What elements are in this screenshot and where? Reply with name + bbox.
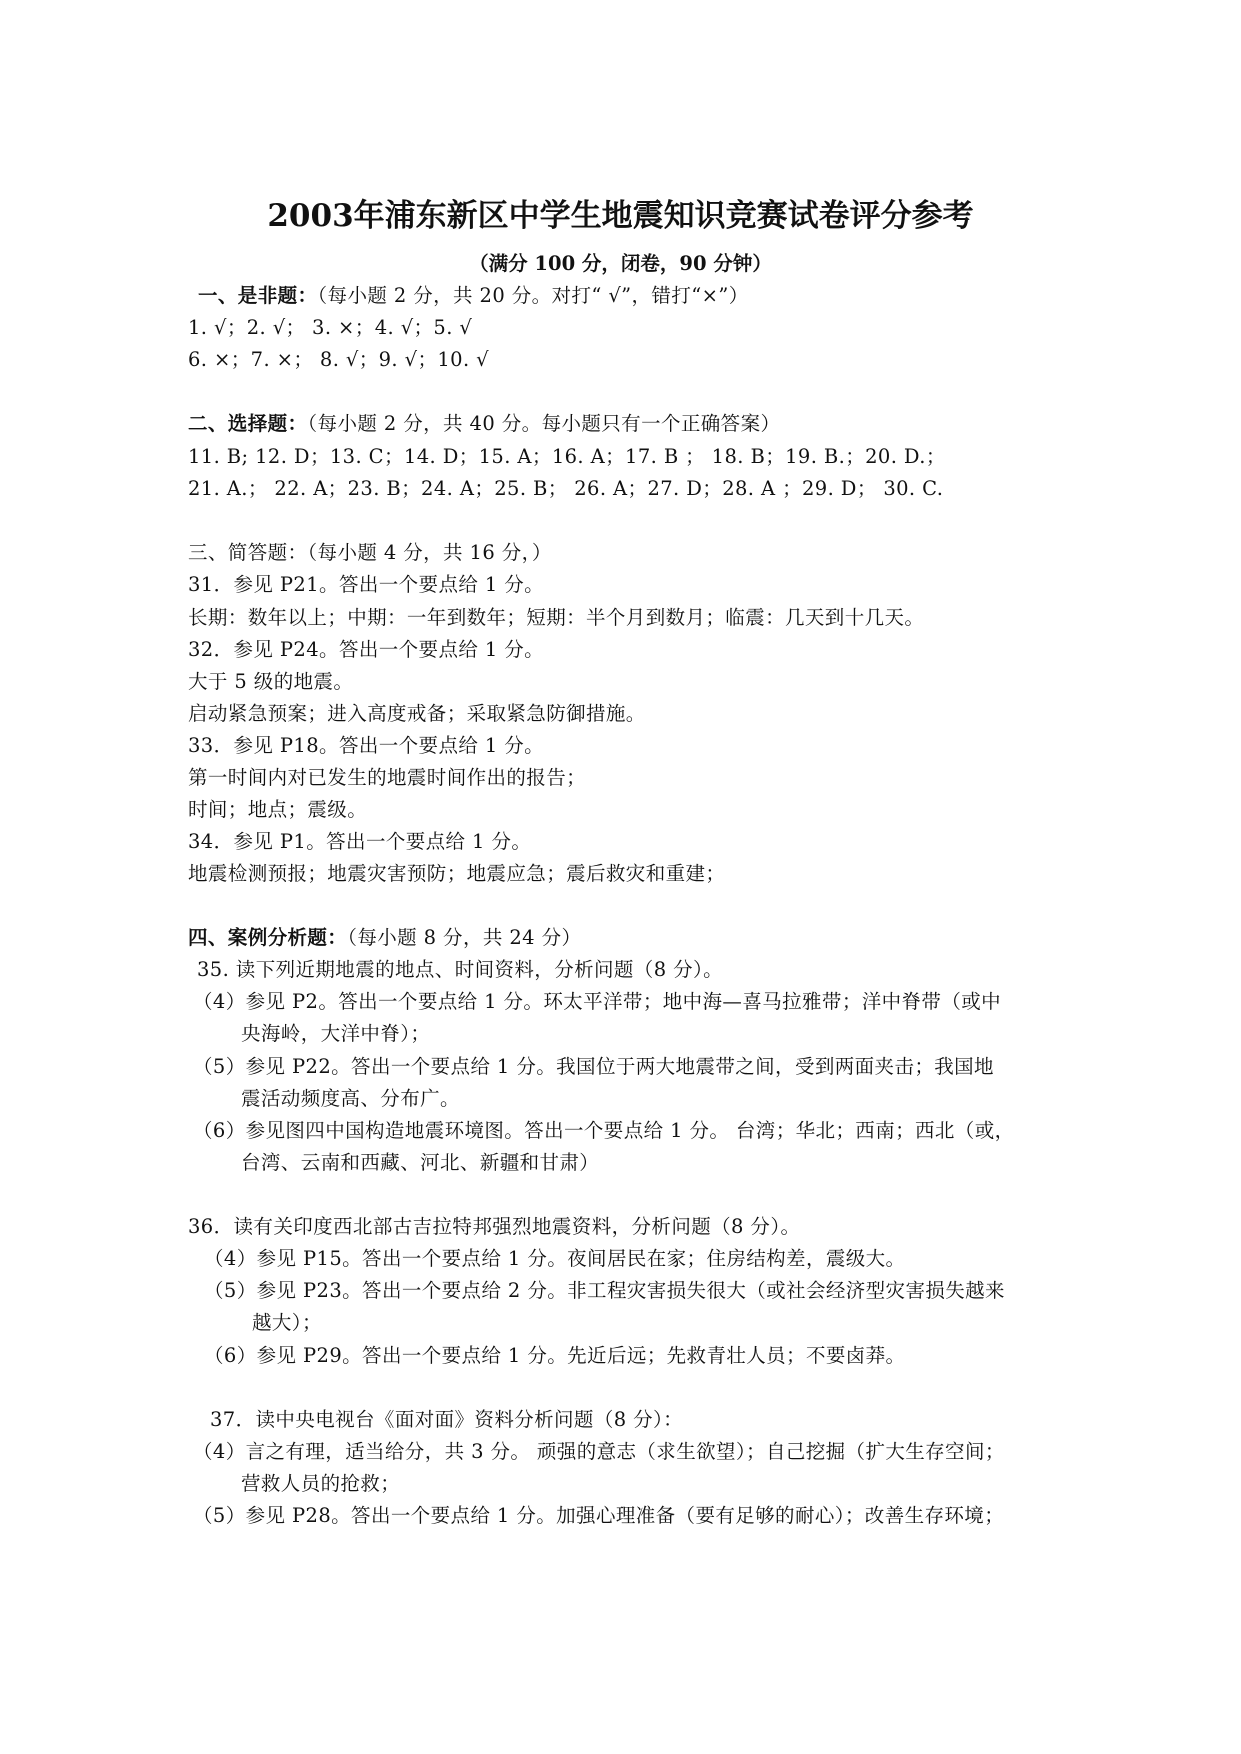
q35-line: （6）参见图四中国构造地震环境图。答出一个要点给 1 分。 台湾；华北；西南；西北（或， [193,1119,1015,1142]
section1-answers-row2: 6. ×；7. ×； 8. √；9. √；10. √ [188,348,489,371]
section3-line: 长期：数年以上；中期：一年到数年；短期：半个月到数月；临震：几天到十几天。 [188,606,925,629]
q35-line: 震活动频度高、分布广。 [241,1087,460,1110]
q36-line: （6）参见 P29。答出一个要点给 1 分。先近后远；先救青壮人员；不要卤莽。 [204,1344,906,1367]
section3-line: 启动紧急预案；进入高度戒备；采取紧急防御措施。 [188,702,646,725]
q35-line: （4）参见 P2。答出一个要点给 1 分。环太平洋带；地中海—喜马拉雅带；洋中脊带（或中 [193,990,1002,1013]
section3-line: 33．参见 P18。答出一个要点给 1 分。 [188,734,545,757]
section3-heading [188,541,552,565]
q37-line: （5）参见 P28。答出一个要点给 1 分。加强心理准备（要有足够的耐心）；改善生存环境； [193,1504,1005,1527]
q36-line: （4）参见 P15。答出一个要点给 1 分。夜间居民在家；住房结构差，震级大。 [204,1247,906,1270]
q36-line: 越大）； [252,1311,322,1334]
section2-answers-row2: 21. A.； 22. A；23. B；24. A；25. B； 26. A；27. D；28. A ；29. D； 30. C. [188,477,944,500]
page-subtitle: （满分 100 分，闭卷，90 分钟） [469,252,772,275]
section1-note: （每小题 2 分，共 20 分。对打“ √”，错打“×”） [317,284,749,307]
page-title: 2003年浦东新区中学生地震知识竞赛试卷评分参考 [267,198,974,234]
section1-heading [198,284,749,308]
section4-label: 四、案例分析题： [188,926,348,949]
section3-line: 32．参见 P24。答出一个要点给 1 分。 [188,638,545,661]
q36-line: （5）参见 P23。答出一个要点给 2 分。非工程灾害损失很大（或社会经济型灾害损失越来 [204,1279,1005,1302]
q37-line: 营救人员的抢救； [241,1472,401,1495]
q37-heading: 37．读中央电视台《面对面》资料分析问题（8 分）： [210,1408,684,1431]
q37-line: （4）言之有理，适当给分，共 3 分。 顽强的意志（求生欲望）；自己挖掘（扩大生存空间； [193,1440,1005,1463]
section1-label: 一、是非题： [198,284,318,307]
section2-note: （每小题 2 分，共 40 分。每小题只有一个正确答案） [307,412,781,435]
section3-line: 地震检测预报；地震灾害预防；地震应急；震后救灾和重建； [188,862,726,885]
q35-line: 台湾、云南和西藏、河北、新疆和甘肃） [241,1151,600,1174]
section3-line: 大于 5 级的地震。 [188,670,354,693]
section3-note: （每小题 4 分，共 16 分，） [307,541,552,564]
section3-line: 31．参见 P21。答出一个要点给 1 分。 [188,573,545,596]
section2-answers-row1: 11. B; 12. D；13. C；14. D；15. A；16. A；17. B ； 18. B；19. B.；20. D.； [188,445,946,468]
section3-line: 34．参见 P1。答出一个要点给 1 分。 [188,830,532,853]
q35-heading: 35. 读下列近期地震的地点、时间资料，分析问题（8 分）。 [197,958,724,981]
q36-heading: 36．读有关印度西北部古吉拉特邦强烈地震资料，分析问题（8 分）。 [188,1215,801,1238]
section3-label-prefix: 三、简答题： [188,541,308,564]
q35-line: 央海岭，大洋中脊）； [241,1022,431,1045]
section2-label: 二、选择题： [188,412,308,435]
section2-heading [188,412,780,436]
section4-note: （每小题 8 分，共 24 分） [347,926,582,949]
section3-line: 时间；地点；震级。 [188,798,368,821]
section3-line: 第一时间内对已发生的地震时间作出的报告； [188,766,587,789]
section4-heading [188,926,581,950]
section1-answers-row1: 1. √；2. √； 3. ×；4. √；5. √ [188,316,473,339]
q35-line: （5）参见 P22。答出一个要点给 1 分。我国位于两大地震带之间，受到两面夹击；我国地 [193,1055,994,1078]
